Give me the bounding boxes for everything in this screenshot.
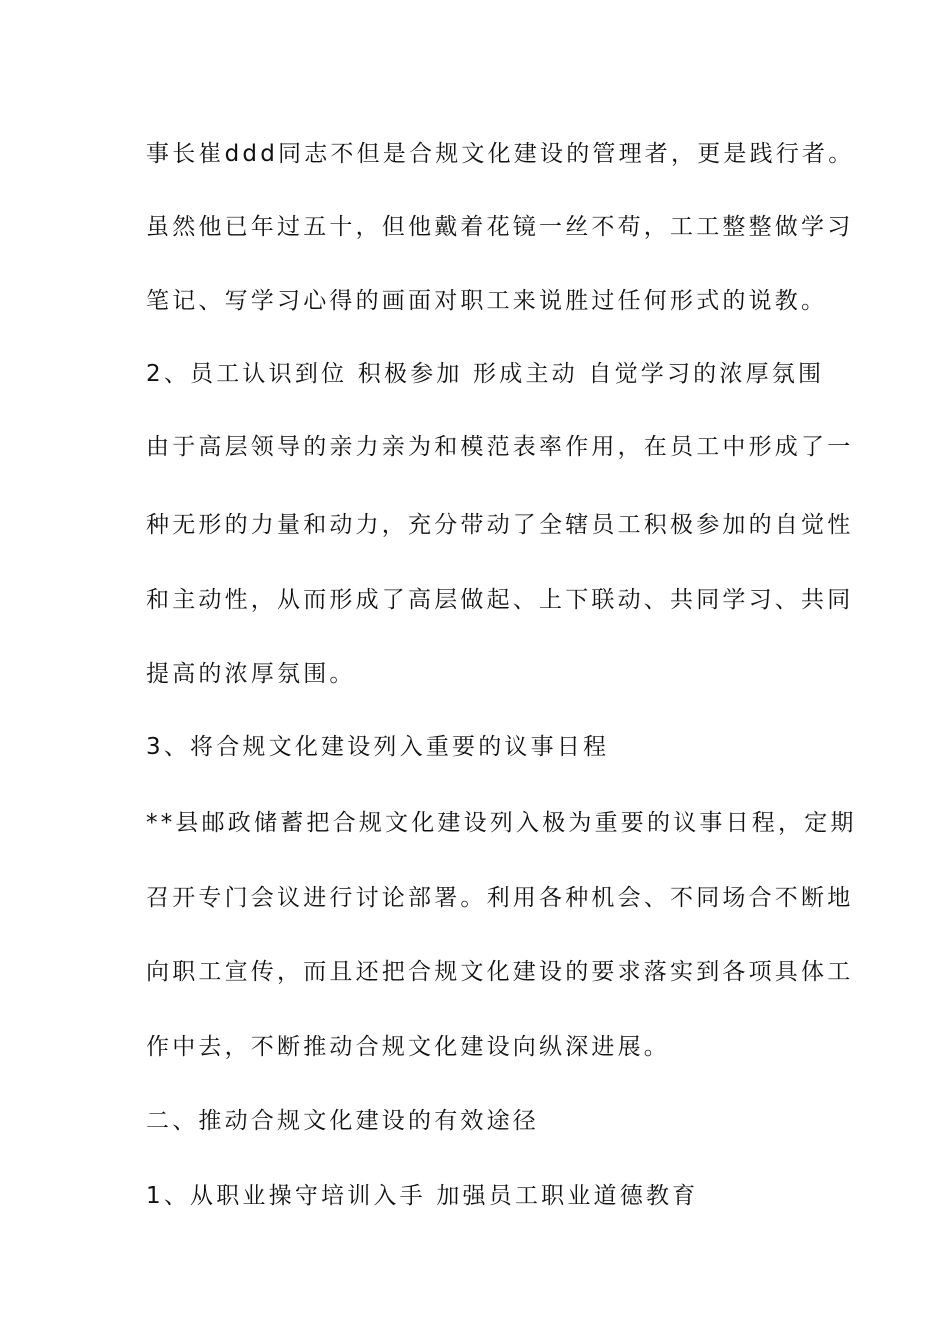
text-line-7: 和主动性，从而形成了高层做起、上下联动、共同学习、共同 (146, 587, 854, 613)
text-line-13: 作中去，不断推动合规文化建设向纵深进展。 (146, 1034, 670, 1060)
subsection-heading-1: 1、从职业操守培训入手 加强员工职业道德教育 (146, 1183, 699, 1209)
text-line-5: 由于高层领导的亲力亲为和模范表率作用，在员工中形成了一 (146, 434, 854, 460)
text-line-3: 笔记、写学习心得的画面对职工来说胜过任何形式的说教。 (146, 288, 828, 314)
text-line-8: 提高的浓厚氛围。 (146, 661, 356, 687)
chapter-heading-2: 二、推动合规文化建设的有效途径 (146, 1108, 539, 1134)
text-line-12: 向职工宣传，而且还把合规文化建设的要求落实到各项具体工 (146, 959, 854, 985)
text-line-2: 虽然他已年过五十，但他戴着花镜一丝不苟，工工整整做学习 (146, 214, 854, 240)
section-heading-2: 2、员工认识到位 积极参加 形成主动 自觉学习的浓厚氛围 (146, 361, 825, 387)
section-heading-3: 3、将合规文化建设列入重要的议事日程 (146, 734, 610, 760)
text-line-6: 种无形的力量和动力，充分带动了全辖员工积极参加的自觉性 (146, 512, 854, 538)
text-line-1: 事长崔ddd同志不但是合规文化建设的管理者，更是践行者。 (146, 141, 855, 167)
text-line-11: 召开专门会议进行讨论部署。利用各种机会、不同场合不断地 (146, 885, 854, 911)
text-line-10: **县邮政储蓄把合规文化建设列入极为重要的议事日程，定期 (146, 810, 857, 836)
